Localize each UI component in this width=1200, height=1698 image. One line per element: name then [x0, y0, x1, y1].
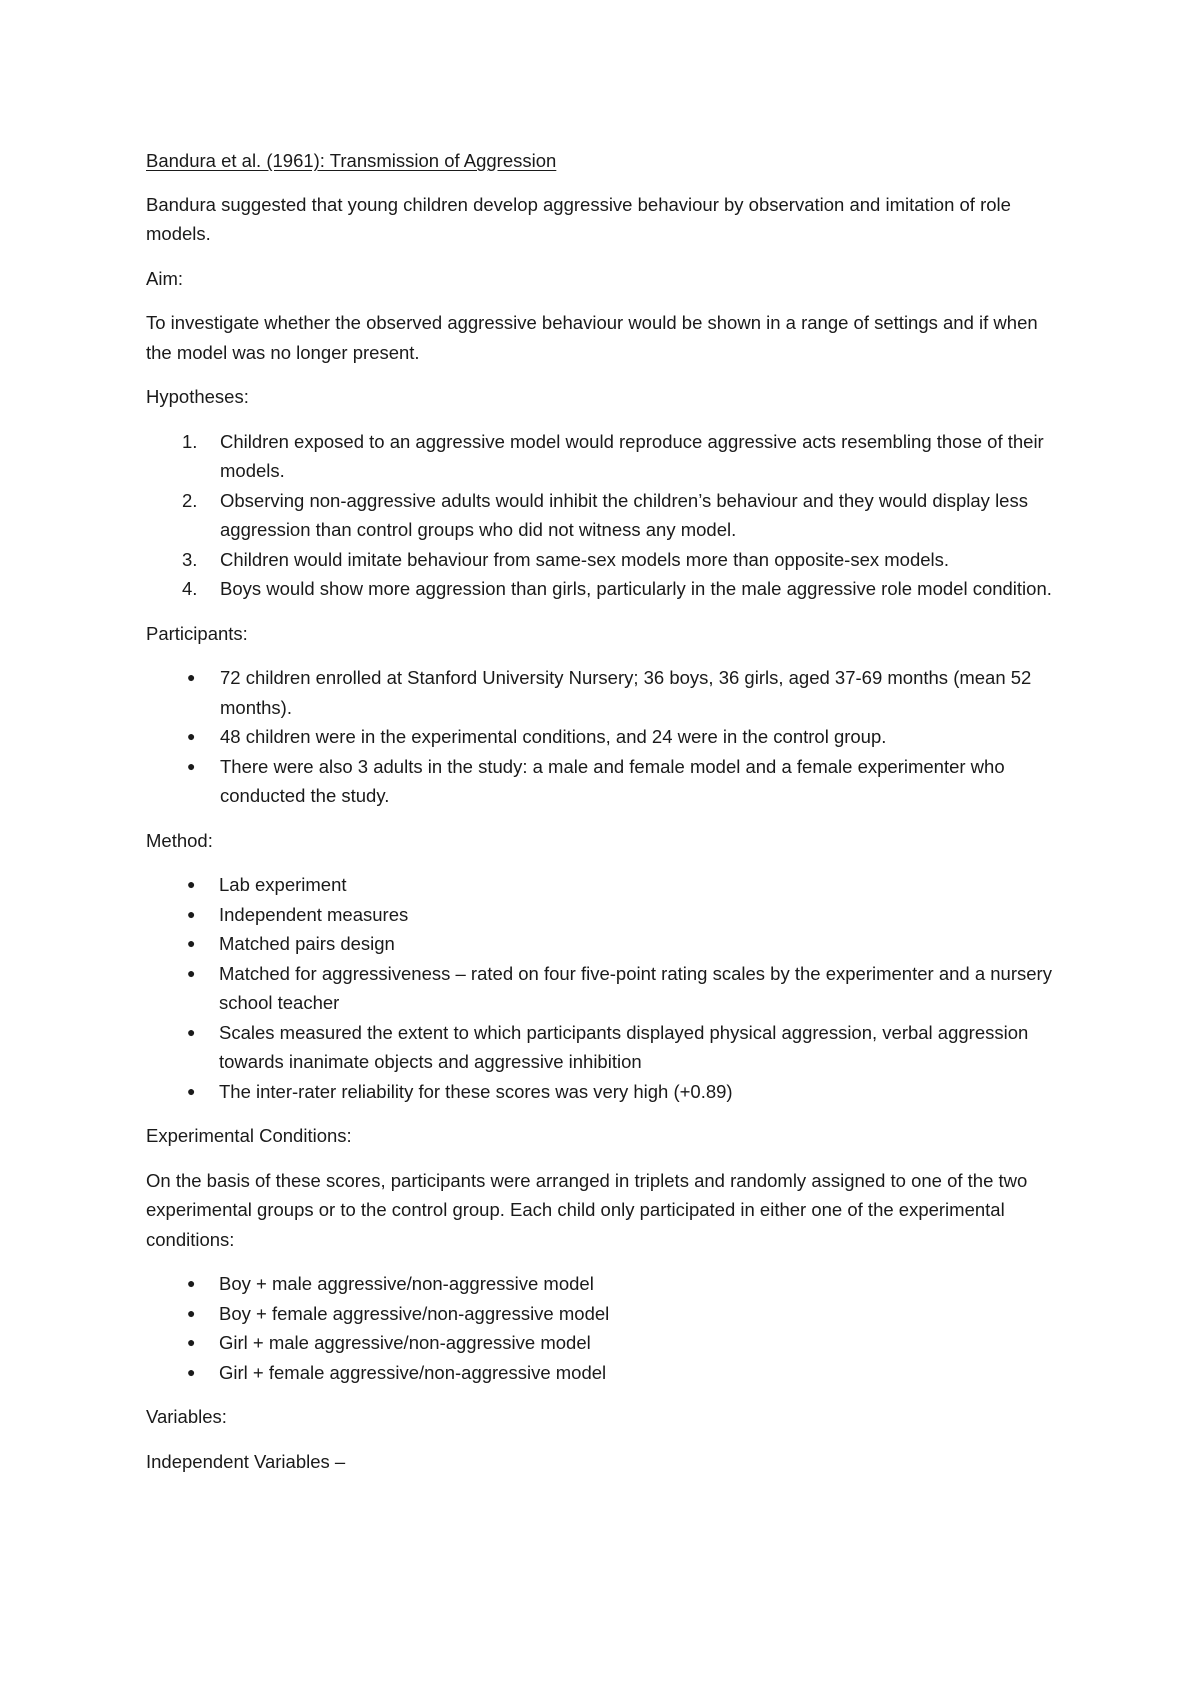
- list-item: [146, 1018, 1066, 1077]
- list-item: [146, 1299, 1066, 1329]
- independent-variables-text: Independent Variables –: [146, 1450, 346, 1472]
- bullet-icon: ●: [187, 669, 196, 685]
- conditions-text: On the basis of these scores, participants were arranged in triplets and randomly assigned to one of the two experimental groups or to the control group. Each child only participated in either one of the experimental conditions:: [146, 1169, 1028, 1250]
- list-item: [146, 870, 1066, 900]
- bullet-icon: ●: [187, 1275, 196, 1291]
- bullet-icon: ●: [187, 728, 196, 744]
- method-heading: Method:: [146, 829, 213, 851]
- conditions-list: [146, 1269, 1066, 1387]
- list-item: [146, 1269, 1066, 1299]
- aim-text: To investigate whether the observed aggressive behaviour would be shown in a range of settings and if when the model was no longer present.: [146, 312, 1038, 363]
- list-item: [146, 663, 1066, 722]
- list-item-text: Boy + female aggressive/non-aggressive model: [219, 1302, 610, 1324]
- list-item-text: Observing non-aggressive adults would inhibit the children’s behaviour and they would display less aggression than control groups who did not witness any model.: [220, 489, 1028, 540]
- bullet-icon: ●: [187, 964, 196, 981]
- list-item: [146, 752, 1066, 811]
- list-item-text: Lab experiment: [219, 874, 347, 895]
- participants-heading: Participants:: [146, 622, 248, 644]
- list-item-text: Independent measures: [219, 903, 409, 925]
- list-item: [146, 929, 1066, 959]
- bullet-icon: ●: [187, 1304, 196, 1321]
- list-item-text: Boy + male aggressive/non-aggressive model: [219, 1273, 594, 1294]
- bullet-icon: ●: [187, 935, 196, 951]
- list-item-text: Matched for aggressiveness – rated on four five-point rating scales by the experimenter and a nursery school teacher: [219, 962, 1052, 1013]
- list-number: 3.: [182, 548, 198, 570]
- list-item-text: Children would imitate behaviour from same-sex models more than opposite-sex models.: [220, 548, 950, 570]
- participants-list: [146, 663, 1066, 811]
- list-item: [146, 722, 1066, 752]
- list-number: 2.: [182, 489, 198, 511]
- bullet-icon: ●: [187, 1363, 196, 1380]
- hypotheses-list: [146, 427, 1066, 604]
- bullet-icon: ●: [187, 1023, 196, 1040]
- list-item-text: Girl + male aggressive/non-aggressive model: [219, 1332, 591, 1353]
- document-title: Bandura et al. (1961): Transmission of Aggression: [146, 150, 557, 171]
- document-page: [146, 146, 1066, 1491]
- bullet-icon: ●: [187, 876, 196, 892]
- list-item: [146, 900, 1066, 930]
- intro-paragraph: Bandura suggested that young children develop aggressive behaviour by observation and imitation of role models.: [146, 193, 1011, 244]
- hypotheses-heading: Hypotheses:: [146, 386, 249, 407]
- list-item-text: Matched pairs design: [219, 933, 395, 954]
- list-number: 1.: [182, 430, 198, 452]
- list-item-text: Scales measured the extent to which participants displayed physical aggression, verbal aggression towards inanimate objects and aggressive inhibition: [219, 1021, 1029, 1072]
- list-item-text: Children exposed to an aggressive model would reproduce aggressive acts resembling those of their models.: [220, 430, 1044, 481]
- list-item: [146, 1358, 1066, 1388]
- list-item: [146, 1328, 1066, 1358]
- list-item-text: Boys would show more aggression than girls, particularly in the male aggressive role model condition.: [220, 578, 1052, 599]
- list-item-text: Girl + female aggressive/non-aggressive model: [219, 1361, 607, 1383]
- list-item-text: 48 children were in the experimental conditions, and 24 were in the control group.: [220, 726, 887, 747]
- list-item-text: There were also 3 adults in the study: a male and female model and a female experimenter who conducted the study.: [220, 755, 1005, 806]
- list-item: [146, 545, 1066, 575]
- list-item: [146, 574, 1066, 604]
- list-item: [146, 959, 1066, 1018]
- bullet-icon: ●: [187, 905, 196, 922]
- list-item: [146, 486, 1066, 545]
- conditions-heading: Experimental Conditions:: [146, 1125, 352, 1146]
- list-number: 4.: [182, 578, 198, 599]
- list-item-text: The inter-rater reliability for these scores was very high (+0.89): [219, 1080, 733, 1102]
- bullet-icon: ●: [187, 1082, 196, 1099]
- method-list: [146, 870, 1066, 1106]
- list-item-text: 72 children enrolled at Stanford University Nursery; 36 boys, 36 girls, aged 37-69 months (mean 52 months).: [220, 667, 1032, 718]
- list-item: [146, 427, 1066, 486]
- aim-heading: Aim:: [146, 267, 183, 289]
- variables-heading: Variables:: [146, 1406, 227, 1427]
- bullet-icon: ●: [187, 1334, 196, 1350]
- bullet-icon: ●: [187, 757, 196, 774]
- list-item: [146, 1077, 1066, 1107]
